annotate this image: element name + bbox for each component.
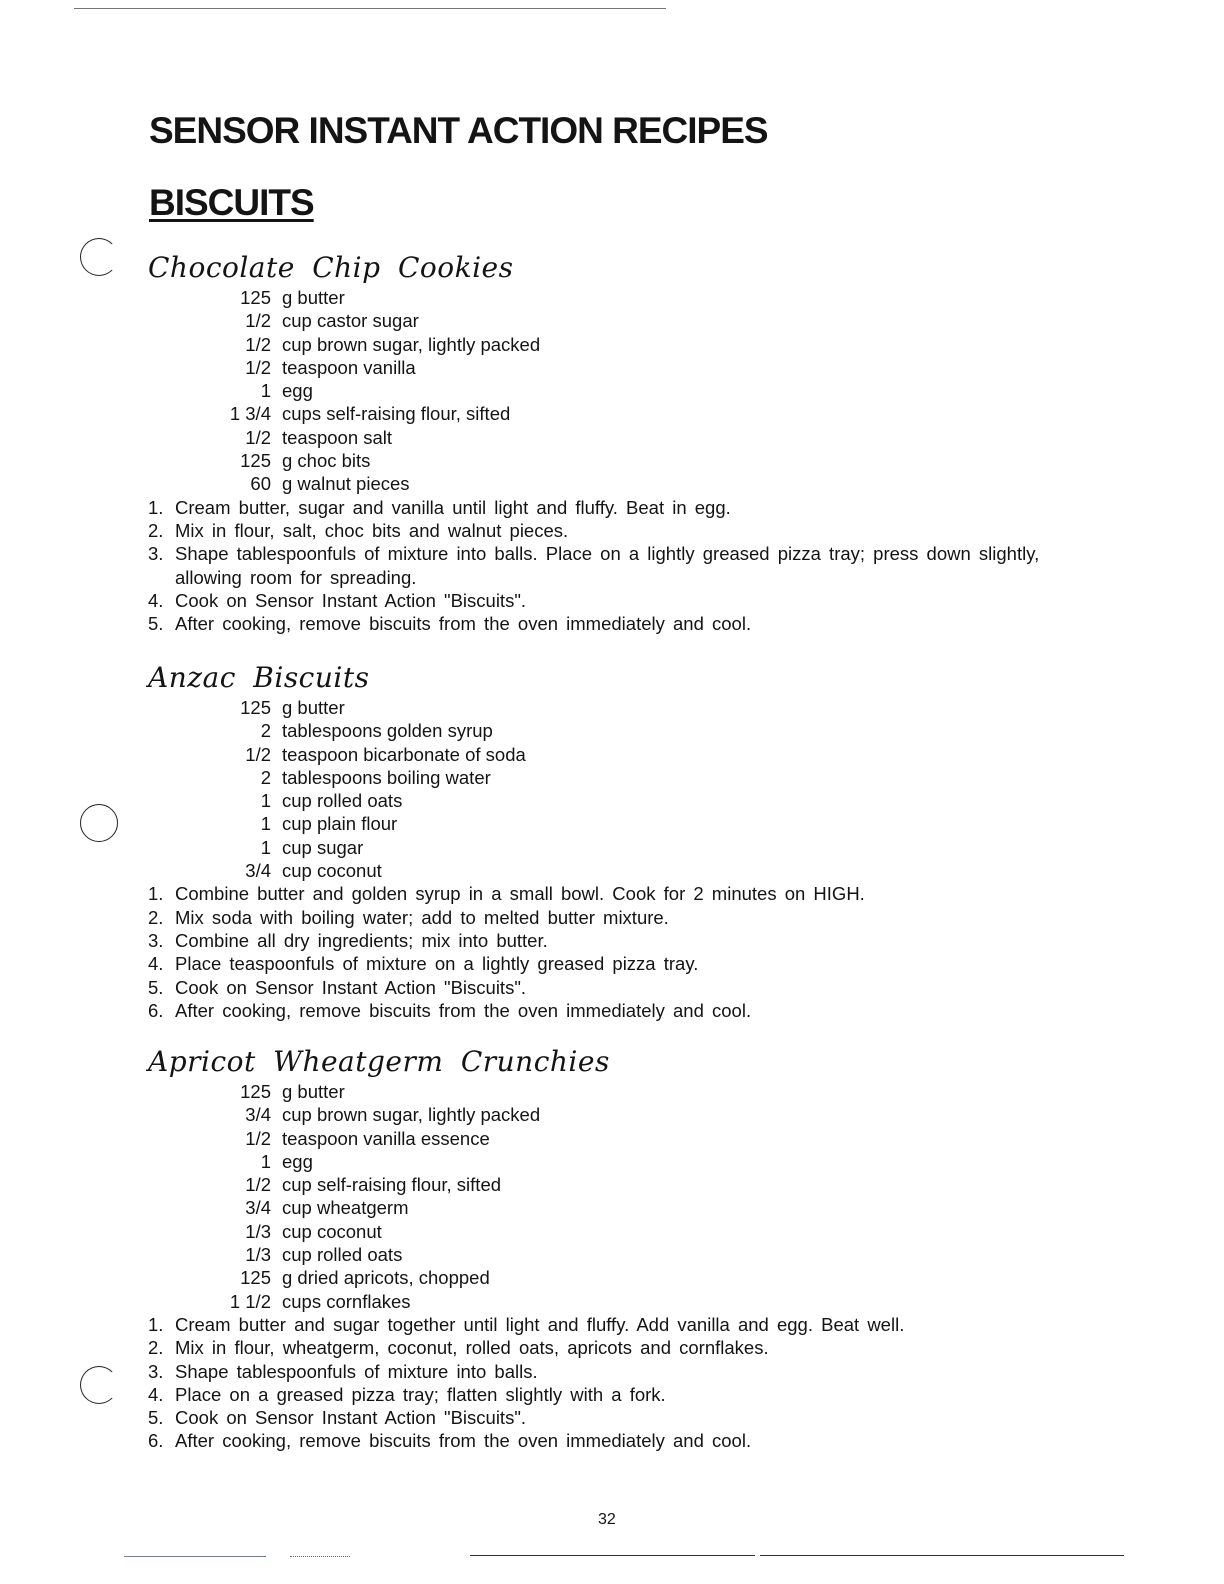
page-number: 32 bbox=[598, 1511, 616, 1528]
ingredient-desc: teaspoon salt bbox=[282, 426, 393, 448]
bottom-scan-rule bbox=[470, 1555, 755, 1556]
ingredient-qty: 60 bbox=[250, 473, 271, 495]
ingredient-item bbox=[0, 356, 1224, 379]
recipe-title: Apricot Wheatgerm Crunchies bbox=[148, 1045, 610, 1078]
ingredient-item bbox=[0, 426, 1224, 449]
step-text: Combine all dry ingredients; mix into butter. bbox=[175, 929, 548, 951]
step-text: Cook on Sensor Instant Action "Biscuits". bbox=[175, 976, 527, 998]
ingredient-item bbox=[0, 812, 1224, 835]
step-number: 1. bbox=[148, 1313, 164, 1335]
ingredient-qty: 3/4 bbox=[245, 1104, 271, 1126]
ingredient-qty: 125 bbox=[240, 697, 271, 718]
ingredient-qty: 1 3/4 bbox=[229, 403, 271, 425]
recipe-title: Chocolate Chip Cookies bbox=[148, 251, 514, 284]
method-step bbox=[0, 999, 1080, 1022]
ingredient-qty: 1/2 bbox=[245, 310, 271, 332]
ingredient-item bbox=[0, 789, 1224, 812]
ingredient-qty: 1 bbox=[260, 813, 271, 835]
ingredient-qty: 125 bbox=[240, 1267, 271, 1289]
method-steps bbox=[0, 882, 1224, 1022]
method-step bbox=[0, 976, 1080, 999]
ingredient-desc: cup sugar bbox=[282, 836, 364, 858]
method-step bbox=[0, 542, 1080, 589]
ingredient-qty: 3/4 bbox=[245, 1197, 271, 1219]
ingredient-desc: cup coconut bbox=[282, 860, 382, 882]
ingredient-desc: cups self-raising flour, sifted bbox=[282, 403, 511, 425]
ingredient-qty: 1/2 bbox=[245, 333, 271, 355]
step-text: Cream butter and sugar together until light and fluffy. Add vanilla and egg. Beat well. bbox=[175, 1313, 905, 1335]
method-step bbox=[0, 589, 1080, 612]
step-number: 4. bbox=[148, 589, 164, 611]
step-text: After cooking, remove biscuits from the oven immediately and cool. bbox=[175, 613, 752, 635]
ingredient-desc: tablespoons boiling water bbox=[282, 766, 491, 788]
ingredient-item bbox=[0, 1266, 1224, 1289]
ingredient-qty: 3/4 bbox=[245, 860, 271, 882]
ingredient-item bbox=[0, 859, 1224, 882]
ingredient-list bbox=[0, 286, 1224, 496]
step-number: 3. bbox=[148, 929, 164, 951]
ingredient-desc: teaspoon vanilla bbox=[282, 356, 416, 378]
method-step bbox=[0, 519, 1080, 542]
step-number: 2. bbox=[148, 1337, 164, 1359]
ingredient-desc: cup wheatgerm bbox=[282, 1197, 409, 1219]
step-text: After cooking, remove biscuits from the oven immediately and cool. bbox=[175, 1430, 752, 1452]
method-step bbox=[0, 929, 1080, 952]
ingredient-qty: 2 bbox=[260, 720, 271, 742]
method-step bbox=[0, 1429, 1080, 1452]
ingredient-desc: cup brown sugar, lightly packed bbox=[282, 333, 541, 355]
method-step bbox=[0, 906, 1080, 929]
ingredient-qty: 2 bbox=[260, 766, 271, 788]
step-text: Cook on Sensor Instant Action "Biscuits". bbox=[175, 1407, 527, 1429]
section-title: BISCUITS bbox=[149, 182, 314, 223]
method-step bbox=[0, 1406, 1080, 1429]
ingredient-qty: 1/2 bbox=[245, 356, 271, 378]
ingredient-item bbox=[0, 1173, 1224, 1196]
ingredient-qty: 125 bbox=[240, 450, 271, 472]
step-text: Mix soda with boiling water; add to melted butter mixture. bbox=[175, 906, 669, 928]
step-number: 1. bbox=[148, 496, 164, 518]
step-text: Shape tablespoonfuls of mixture into balls. Place on a lightly greased pizza tray; press down slightly, allowing room for spreading. bbox=[175, 543, 1040, 588]
ingredient-desc: tablespoons golden syrup bbox=[282, 720, 493, 742]
ingredient-desc: teaspoon bicarbonate of soda bbox=[282, 743, 526, 765]
ingredient-qty: 1/2 bbox=[245, 743, 271, 765]
top-scan-rule bbox=[74, 8, 666, 9]
recipe-chocolate-chip-cookies bbox=[0, 250, 1224, 635]
method-step bbox=[0, 1383, 1080, 1406]
method-step bbox=[0, 1360, 1080, 1383]
ingredient-desc: g dried apricots, chopped bbox=[282, 1267, 490, 1289]
ingredient-desc: cup plain flour bbox=[282, 813, 398, 835]
ingredient-item bbox=[0, 1196, 1224, 1219]
step-number: 6. bbox=[148, 999, 164, 1021]
ingredient-item bbox=[0, 836, 1224, 859]
ingredient-qty: 1 bbox=[260, 1150, 271, 1172]
ingredient-qty: 1/2 bbox=[245, 1127, 271, 1149]
step-text: Place on a greased pizza tray; flatten slightly with a fork. bbox=[175, 1383, 666, 1405]
ingredient-item bbox=[0, 1290, 1224, 1313]
method-step bbox=[0, 1336, 1080, 1359]
ingredient-item bbox=[0, 743, 1224, 766]
method-steps bbox=[0, 1313, 1224, 1453]
step-text: Cream butter, sugar and vanilla until light and fluffy. Beat in egg. bbox=[175, 496, 731, 518]
ingredient-list bbox=[0, 1080, 1224, 1313]
ingredient-qty: 1/2 bbox=[245, 1174, 271, 1196]
bottom-scan-rule bbox=[760, 1555, 1124, 1556]
ingredient-item bbox=[0, 286, 1224, 309]
page-title: SENSOR INSTANT ACTION RECIPES bbox=[149, 110, 768, 151]
recipe-apricot-wheatgerm-crunchies bbox=[0, 1044, 1224, 1453]
step-number: 1. bbox=[148, 883, 164, 905]
ingredient-desc: g butter bbox=[282, 287, 345, 308]
method-step bbox=[0, 882, 1080, 905]
ingredient-item bbox=[0, 696, 1224, 719]
step-text: Mix in flour, wheatgerm, coconut, rolled oats, apricots and cornflakes. bbox=[175, 1337, 769, 1359]
ingredient-desc: cup coconut bbox=[282, 1220, 382, 1242]
ingredient-item bbox=[0, 309, 1224, 332]
ingredient-qty: 1 bbox=[260, 836, 271, 858]
ingredient-qty: 1 1/2 bbox=[229, 1290, 271, 1312]
ingredient-qty: 1/3 bbox=[245, 1220, 271, 1242]
ingredient-item bbox=[0, 1103, 1224, 1126]
ingredient-desc: egg bbox=[282, 1150, 313, 1172]
step-number: 2. bbox=[148, 906, 164, 928]
method-step bbox=[0, 496, 1080, 519]
ingredient-list bbox=[0, 696, 1224, 882]
step-text: After cooking, remove biscuits from the oven immediately and cool. bbox=[175, 999, 752, 1021]
step-text: Cook on Sensor Instant Action "Biscuits". bbox=[175, 589, 527, 611]
step-text: Place teaspoonfuls of mixture on a lightly greased pizza tray. bbox=[175, 953, 699, 975]
ingredient-item bbox=[0, 1243, 1224, 1266]
step-text: Mix in flour, salt, choc bits and walnut pieces. bbox=[175, 519, 569, 541]
ingredient-desc: g choc bits bbox=[282, 450, 371, 472]
recipe-title: Anzac Biscuits bbox=[148, 661, 370, 694]
ingredient-desc: g walnut pieces bbox=[282, 473, 410, 495]
ingredient-item bbox=[0, 402, 1224, 425]
ingredient-desc: cup castor sugar bbox=[282, 310, 419, 332]
method-step bbox=[0, 612, 1080, 635]
ingredient-qty: 125 bbox=[240, 1081, 271, 1102]
ingredient-item bbox=[0, 1150, 1224, 1173]
ingredient-item bbox=[0, 1127, 1224, 1150]
ingredient-desc: cup rolled oats bbox=[282, 1244, 403, 1266]
method-step bbox=[0, 1313, 1080, 1336]
step-text: Shape tablespoonfuls of mixture into balls. bbox=[175, 1360, 538, 1382]
ingredient-item bbox=[0, 719, 1224, 742]
step-number: 2. bbox=[148, 519, 164, 541]
ingredient-qty: 1 bbox=[260, 790, 271, 812]
ingredient-item bbox=[0, 766, 1224, 789]
ingredient-item bbox=[0, 1220, 1224, 1243]
ingredient-desc: cup brown sugar, lightly packed bbox=[282, 1104, 541, 1126]
bottom-scan-rule bbox=[124, 1556, 266, 1557]
step-number: 3. bbox=[148, 543, 164, 565]
bottom-scan-rule bbox=[290, 1556, 350, 1557]
ingredient-desc: teaspoon vanilla essence bbox=[282, 1127, 490, 1149]
ingredient-item bbox=[0, 1080, 1224, 1103]
ingredient-item bbox=[0, 472, 1224, 495]
step-number: 4. bbox=[148, 1383, 164, 1405]
step-text: Combine butter and golden syrup in a small bowl. Cook for 2 minutes on HIGH. bbox=[175, 883, 865, 905]
ingredient-desc: egg bbox=[282, 380, 313, 402]
ingredient-desc: cup self-raising flour, sifted bbox=[282, 1174, 502, 1196]
ingredient-desc: cup rolled oats bbox=[282, 790, 403, 812]
ingredient-qty: 125 bbox=[240, 287, 271, 308]
ingredient-desc: g butter bbox=[282, 697, 345, 718]
step-number: 3. bbox=[148, 1360, 164, 1382]
method-steps bbox=[0, 496, 1224, 636]
step-number: 5. bbox=[148, 613, 164, 635]
step-number: 4. bbox=[148, 953, 164, 975]
ingredient-desc: cups cornflakes bbox=[282, 1290, 411, 1312]
ingredient-qty: 1 bbox=[260, 380, 271, 402]
step-number: 6. bbox=[148, 1430, 164, 1452]
ingredient-qty: 1/3 bbox=[245, 1244, 271, 1266]
ingredient-desc: g butter bbox=[282, 1081, 345, 1102]
ingredient-item bbox=[0, 333, 1224, 356]
step-number: 5. bbox=[148, 976, 164, 998]
ingredient-item bbox=[0, 379, 1224, 402]
method-step bbox=[0, 952, 1080, 975]
recipe-anzac-biscuits bbox=[0, 660, 1224, 1022]
step-number: 5. bbox=[148, 1407, 164, 1429]
ingredient-qty: 1/2 bbox=[245, 426, 271, 448]
ingredient-item bbox=[0, 449, 1224, 472]
